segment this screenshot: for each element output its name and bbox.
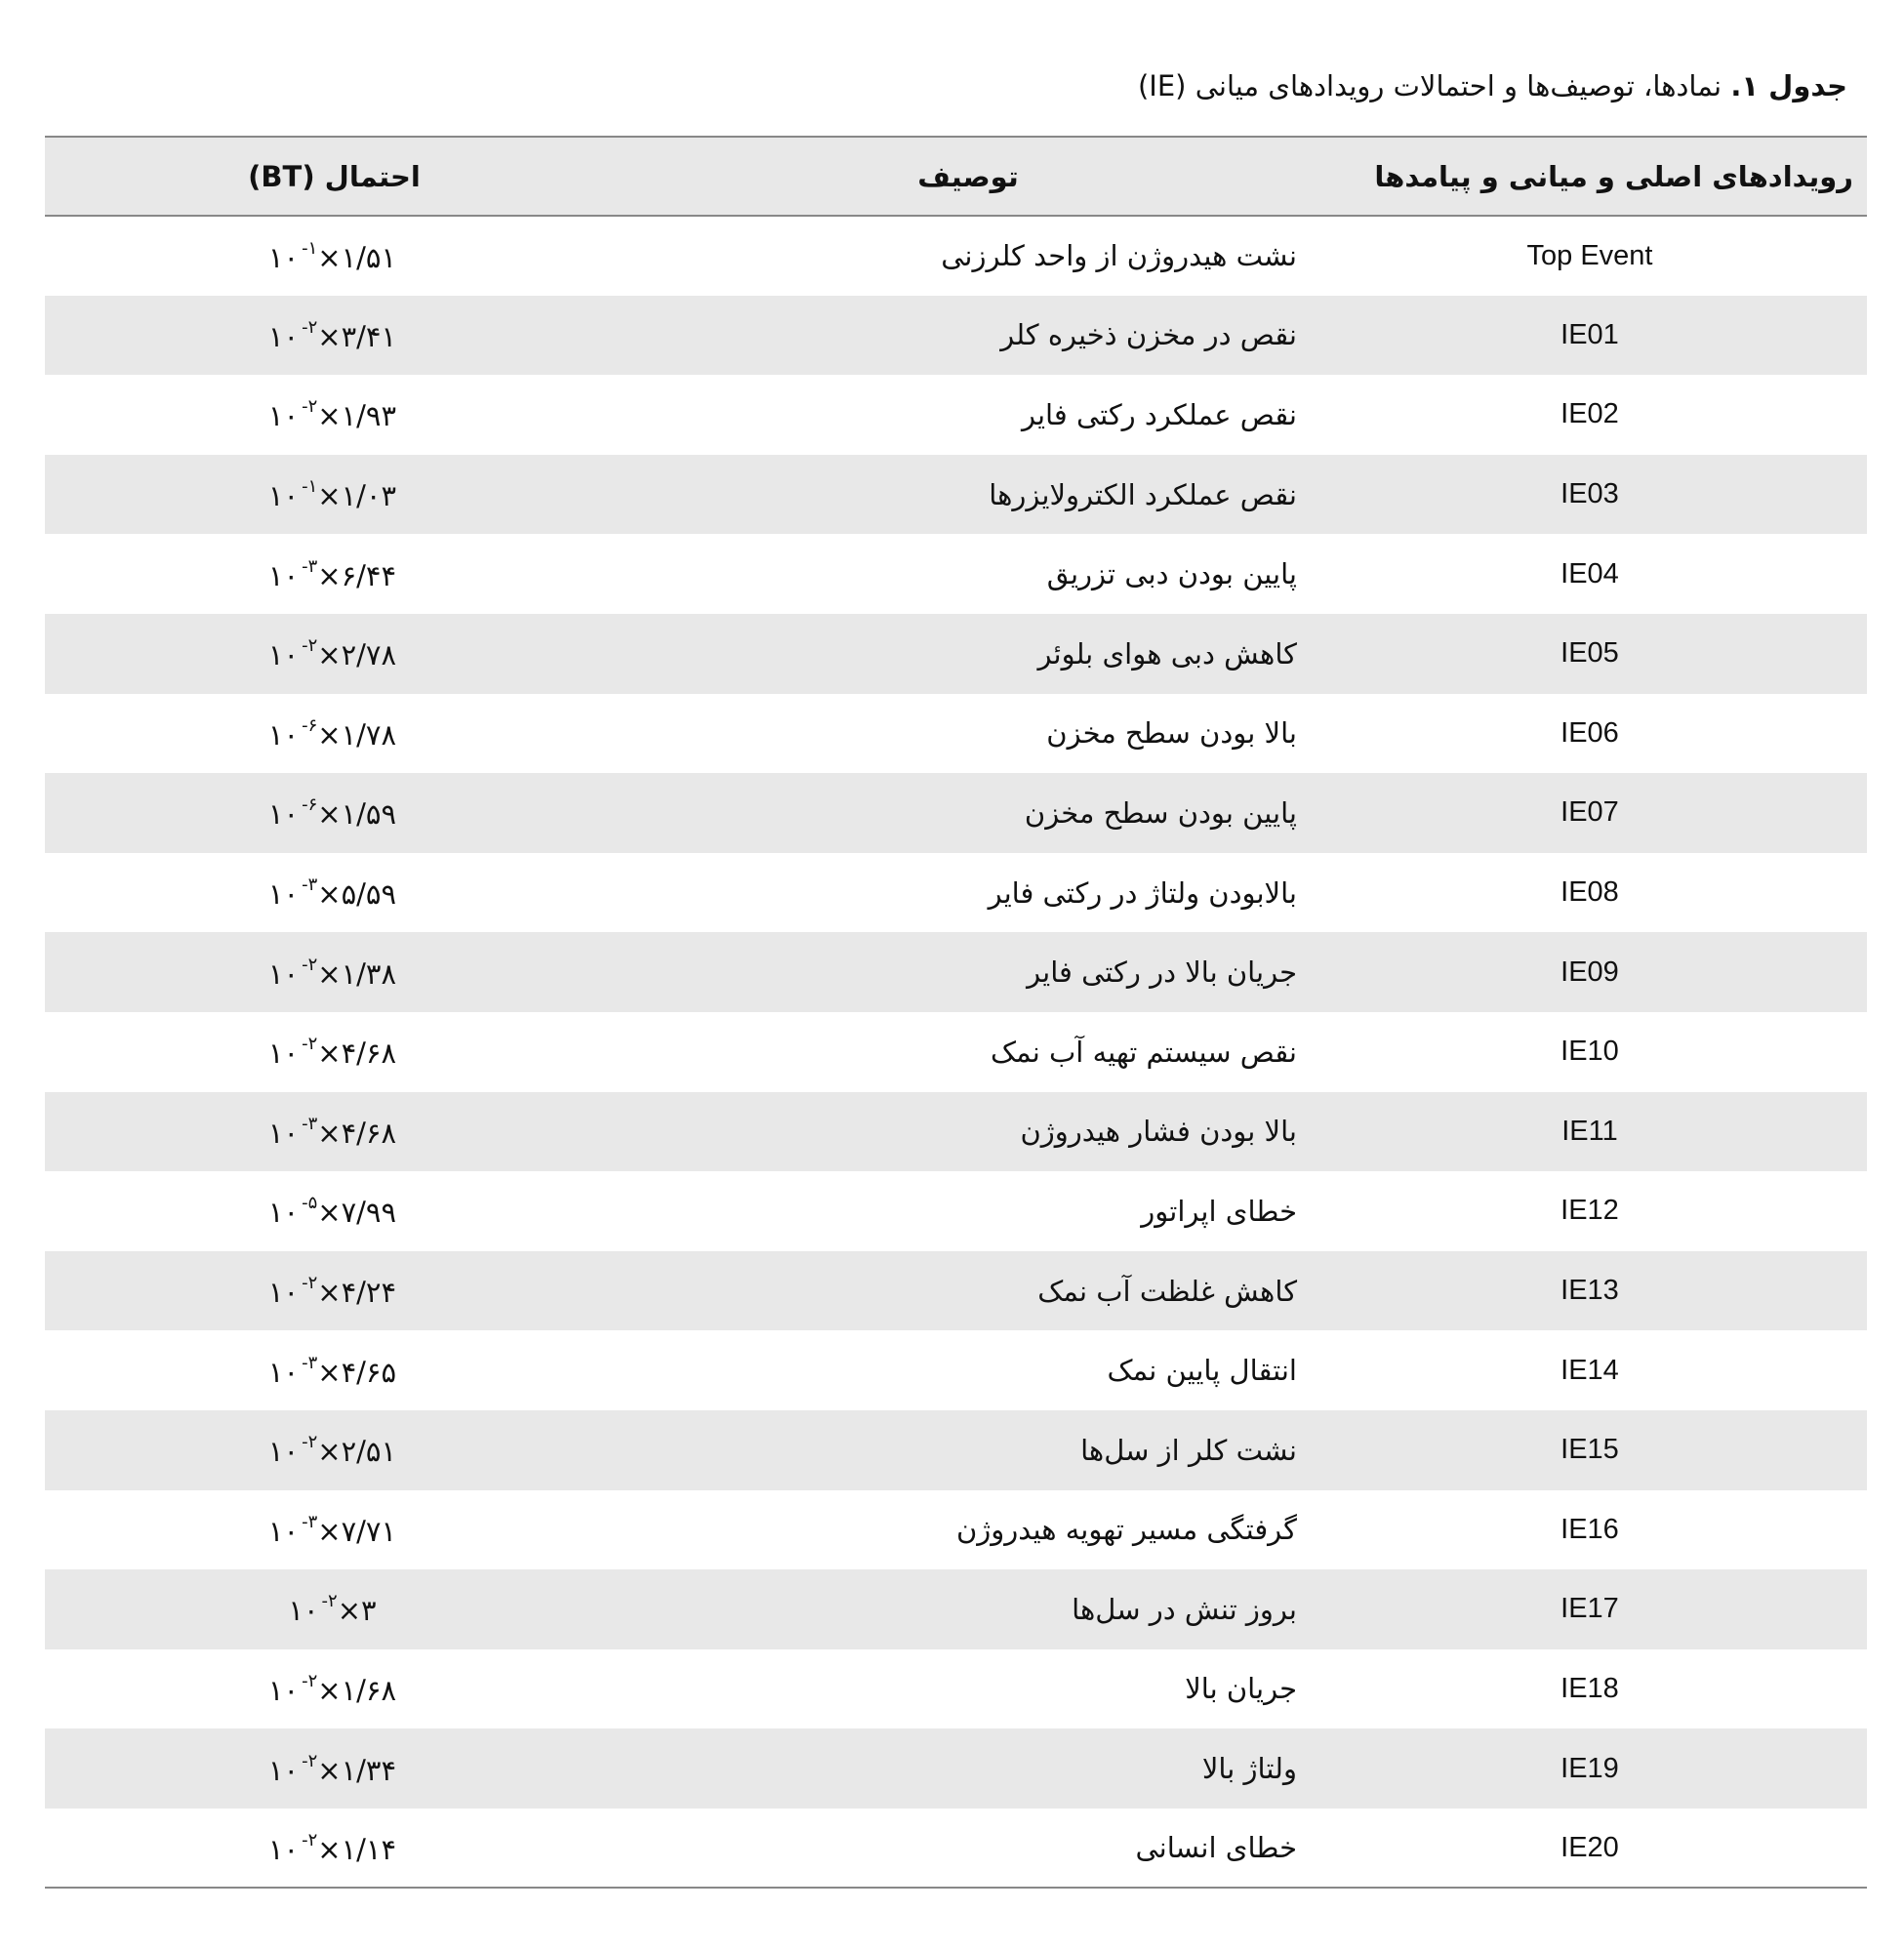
event-description: نقص در مخزن ذخیره کلر	[1000, 318, 1297, 352]
event-probability	[45, 1490, 624, 1570]
event-description: نقص عملکرد الکترولایزرها	[989, 477, 1297, 511]
probability-value	[268, 794, 400, 831]
event-description: نشت هیدروژن از واحد کلرزنی	[941, 239, 1297, 273]
table-row	[45, 1092, 1867, 1172]
event-description: جریان بالا در رکتی فایر	[1027, 956, 1297, 990]
event-probability	[45, 1809, 624, 1889]
probability-mantissa: ۱/۵۹	[341, 797, 397, 832]
probability-base: ×۱۰	[267, 479, 342, 513]
event-symbol: IE20	[1560, 1831, 1619, 1863]
probability-mantissa: ۷/۷۱	[341, 1514, 397, 1548]
event-description: پایین بودن دبی تزریق	[1046, 557, 1297, 591]
table-row	[45, 216, 1867, 296]
probability-value	[268, 1114, 400, 1150]
event-probability	[45, 455, 624, 535]
event-symbol: IE10	[1560, 1036, 1619, 1068]
probability-mantissa: ۲/۷۸	[341, 638, 397, 672]
event-symbol: IE06	[1560, 716, 1619, 749]
event-symbol: IE09	[1560, 956, 1619, 988]
table-row	[45, 614, 1867, 694]
probability-value	[268, 1671, 400, 1707]
table-row	[45, 1251, 1867, 1331]
probability-mantissa: ۱/۵۱	[341, 240, 397, 274]
probability-base: ×۱۰	[267, 1753, 342, 1787]
table-row	[45, 853, 1867, 933]
probability-base: ×۱۰	[267, 1435, 342, 1469]
event-probability	[45, 1649, 624, 1729]
probability-base: ×۱۰	[267, 1116, 342, 1150]
table-row	[45, 1490, 1867, 1570]
probability-base: ×۱۰	[267, 877, 342, 912]
probability-value	[268, 1751, 400, 1787]
probability-base: ×۱۰	[267, 1355, 342, 1389]
probability-value	[268, 556, 400, 592]
probability-exponent: -۱	[302, 237, 318, 259]
probability-exponent: -۱	[302, 476, 318, 498]
table-row	[45, 455, 1867, 535]
header-symbol: رویدادهای اصلی و میانی و پیامدها	[1374, 159, 1853, 193]
table-row	[45, 773, 1867, 853]
event-symbol: IE12	[1560, 1195, 1619, 1227]
event-description: انتقال پایین نمک	[1107, 1354, 1297, 1388]
event-probability	[45, 773, 624, 853]
table-row	[45, 1728, 1867, 1809]
probability-base: ×۱۰	[267, 956, 342, 991]
caption-label: جدول ۱.	[1730, 69, 1847, 102]
probability-exponent: -۳	[302, 1352, 318, 1373]
probability-base: ×۱۰	[267, 1514, 342, 1548]
event-description: جریان بالا	[1185, 1672, 1297, 1706]
event-probability	[45, 932, 624, 1012]
event-description: خطای اپراتور	[1141, 1194, 1297, 1228]
probability-exponent: -۳	[302, 1113, 318, 1134]
event-probability	[45, 1569, 624, 1649]
probability-exponent: -۳	[302, 1511, 318, 1532]
probability-mantissa: ۱/۷۸	[341, 717, 397, 752]
probability-exponent: -۳	[302, 874, 318, 896]
probability-exponent: -۲	[302, 1273, 318, 1294]
probability-mantissa: ۱/۹۳	[341, 399, 397, 433]
probability-exponent: -۲	[302, 1432, 318, 1453]
probability-exponent: -۲	[321, 1591, 338, 1612]
probability-value	[268, 874, 400, 911]
probability-base: ×۱۰	[267, 1196, 342, 1230]
probability-exponent: -۲	[302, 1034, 318, 1055]
probability-exponent: -۲	[302, 316, 318, 338]
probability-base: ×۱۰	[267, 717, 342, 752]
probability-base: ×۱۰	[267, 240, 342, 274]
event-probability	[45, 1330, 624, 1410]
probability-mantissa: ۱/۳۸	[341, 956, 397, 991]
probability-exponent: -۲	[302, 396, 318, 418]
event-description: بالا بودن فشار هیدروژن	[1020, 1115, 1297, 1149]
probability-exponent: -۲	[302, 1750, 318, 1771]
probability-value	[268, 1432, 400, 1468]
probability-exponent: -۶	[302, 794, 318, 816]
table-row	[45, 1569, 1867, 1649]
probability-mantissa: ۴/۶۸	[341, 1037, 397, 1071]
event-symbol: IE11	[1561, 1115, 1618, 1147]
event-description: کاهش دبی هوای بلوئر	[1037, 636, 1297, 671]
event-symbol: IE05	[1560, 637, 1619, 670]
probability-exponent: -۲	[302, 635, 318, 657]
event-symbol: IE03	[1560, 478, 1619, 510]
probability-base: ×۱۰	[267, 638, 342, 672]
event-symbol: IE14	[1560, 1354, 1619, 1386]
event-description: نقص عملکرد رکتی فایر	[1021, 397, 1297, 431]
event-probability	[45, 1410, 624, 1490]
probability-base: ×۱۰	[267, 558, 342, 592]
table-row	[45, 694, 1867, 774]
event-symbol: IE18	[1560, 1672, 1619, 1704]
probability-mantissa: ۱/۱۴	[341, 1832, 397, 1866]
table-row	[45, 1649, 1867, 1729]
probability-mantissa: ۴/۶۵	[341, 1355, 397, 1389]
probability-value	[288, 1591, 380, 1627]
event-symbol: IE15	[1560, 1434, 1619, 1466]
probability-base: ×۱۰	[267, 319, 342, 353]
table-row	[45, 534, 1867, 614]
caption-abbr: (IE)	[1137, 69, 1187, 102]
probability-mantissa: ۳	[361, 1594, 377, 1628]
event-probability	[45, 694, 624, 774]
event-description: کاهش غلظت آب نمک	[1037, 1274, 1297, 1308]
table-header-row	[45, 137, 1867, 216]
probability-base: ×۱۰	[267, 1037, 342, 1071]
table-caption	[45, 64, 1847, 107]
event-probability	[45, 1251, 624, 1331]
table-row	[45, 1171, 1867, 1251]
event-probability	[45, 614, 624, 694]
event-symbol: IE02	[1560, 398, 1619, 430]
probability-mantissa: ۱/۳۴	[341, 1753, 397, 1787]
probability-value	[268, 1830, 400, 1866]
probability-value	[268, 715, 400, 752]
probability-exponent: -۶	[302, 714, 318, 736]
table-row	[45, 1012, 1867, 1092]
probability-base: ×۱۰	[267, 1832, 342, 1866]
probability-mantissa: ۵/۵۹	[341, 877, 397, 912]
probability-value	[268, 476, 400, 512]
event-probability	[45, 1012, 624, 1092]
event-probability	[45, 1171, 624, 1251]
probability-value	[268, 1193, 400, 1229]
table-row	[45, 1330, 1867, 1410]
probability-value	[268, 238, 400, 274]
event-probability	[45, 1728, 624, 1809]
event-probability	[45, 375, 624, 455]
probability-mantissa: ۲/۵۱	[341, 1435, 397, 1469]
probability-value	[268, 1353, 400, 1389]
probability-exponent: -۲	[302, 1829, 318, 1850]
probability-value	[268, 635, 400, 671]
probability-value	[268, 1034, 400, 1070]
table-row	[45, 1410, 1867, 1490]
event-probability	[45, 1092, 624, 1172]
event-probability	[45, 216, 624, 296]
probability-value	[268, 396, 400, 432]
probability-base: ×۱۰	[288, 1594, 362, 1628]
event-symbol: IE08	[1560, 876, 1619, 909]
probability-exponent: -۳	[302, 555, 318, 577]
event-probability	[45, 534, 624, 614]
event-description: نقص سیستم تهیه آب نمک	[990, 1035, 1297, 1069]
probability-exponent: -۲	[302, 1670, 318, 1691]
probability-mantissa: ۴/۲۴	[341, 1276, 397, 1310]
table-row	[45, 1809, 1867, 1889]
probability-mantissa: ۳/۴۱	[341, 319, 397, 353]
event-description: ولتاژ بالا	[1201, 1752, 1297, 1786]
probability-exponent: -۵	[302, 1193, 318, 1214]
events-table	[45, 136, 1867, 1889]
event-description: پایین بودن سطح مخزن	[1024, 795, 1297, 830]
event-description: گرفتگی مسیر تهویه هیدروژن	[955, 1513, 1297, 1547]
probability-mantissa: ۷/۹۹	[341, 1196, 397, 1230]
probability-value	[268, 1273, 400, 1309]
table-body	[45, 216, 1867, 1888]
event-description: نشت کلر از سل‌ها	[1080, 1433, 1297, 1467]
probability-base: ×۱۰	[267, 1673, 342, 1707]
event-description: بالا بودن سطح مخزن	[1046, 716, 1297, 751]
probability-exponent: -۲	[302, 954, 318, 975]
event-symbol: IE07	[1560, 796, 1619, 829]
probability-value	[268, 955, 400, 991]
table-row	[45, 375, 1867, 455]
event-symbol: IE13	[1560, 1275, 1619, 1307]
probability-mantissa: ۶/۴۴	[341, 558, 397, 592]
probability-mantissa: ۴/۶۸	[341, 1116, 397, 1150]
table-row	[45, 296, 1867, 376]
probability-mantissa: ۱/۶۸	[341, 1673, 397, 1707]
probability-base: ×۱۰	[267, 1276, 342, 1310]
event-symbol: IE19	[1560, 1752, 1619, 1784]
event-description: بروز تنش در سل‌ها	[1072, 1592, 1297, 1626]
event-probability	[45, 296, 624, 376]
probability-mantissa: ۱/۰۳	[341, 479, 397, 513]
event-symbol: IE04	[1560, 557, 1619, 590]
probability-value	[268, 317, 400, 353]
event-symbol: IE17	[1560, 1593, 1619, 1625]
probability-base: ×۱۰	[267, 399, 342, 433]
event-symbol: IE16	[1560, 1513, 1619, 1545]
header-description: توصیف	[917, 159, 1019, 193]
header-probability: احتمال (BT)	[248, 159, 421, 193]
event-description: خطای انسانی	[1135, 1831, 1297, 1865]
caption-text: نمادها، توصیف‌ها و احتمالات رویدادهای میانی	[1195, 69, 1722, 102]
event-probability	[45, 853, 624, 933]
event-description: بالابودن ولتاژ در رکتی فایر	[988, 875, 1297, 910]
probability-value	[268, 1512, 400, 1548]
table-row	[45, 932, 1867, 1012]
event-symbol: IE01	[1560, 318, 1619, 350]
probability-base: ×۱۰	[267, 797, 342, 832]
event-symbol: Top Event	[1526, 239, 1653, 271]
